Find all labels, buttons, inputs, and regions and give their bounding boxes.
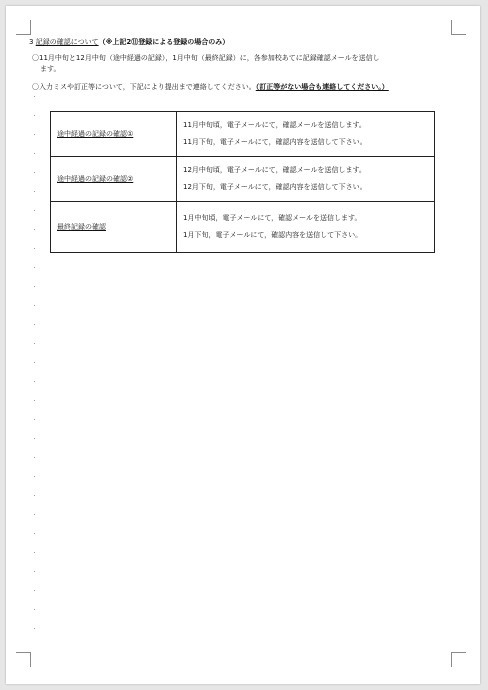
detail-line: 12月下旬，電子メールにて，確認内容を送信して下さい。 [183, 183, 367, 191]
table-row [51, 202, 435, 253]
row-label: 最終記録の確認 [57, 223, 106, 231]
crop-mark-bottom-left [16, 652, 31, 667]
detail-line: 11月中旬頃，電子メールにて，確認メールを送信します。 [183, 121, 366, 129]
section-number: 3 [29, 38, 34, 46]
row-detail-cell [177, 202, 435, 253]
paragraph-mark [34, 229, 35, 230]
paragraph-mark [34, 457, 35, 458]
paragraph-mark [34, 438, 35, 439]
crop-mark-top-right [451, 20, 466, 35]
paragraph-mark [34, 419, 35, 420]
paragraph-mark [34, 324, 35, 325]
section-title: 記録の確認について [35, 38, 99, 46]
paragraph-mark [34, 609, 35, 610]
table-row [51, 157, 435, 202]
row-detail-cell [177, 157, 435, 202]
paragraph-mark [34, 210, 35, 211]
crop-mark-bottom-right [451, 652, 466, 667]
paragraph-mark [34, 248, 35, 249]
row-label: 途中経過の記録の確認① [57, 130, 134, 138]
section-note: （※上記2⑪登録による登録の場合のみ） [98, 38, 230, 46]
paragraph-schedule-line1: 〇11月中旬と12月中旬（途中経過の記録），1月中旬（最終記録）に，各参加校あてに記録確認メールを送信し [32, 54, 380, 62]
paragraph-mark [34, 153, 35, 154]
paragraph-mark [34, 286, 35, 287]
paragraph-mark [34, 362, 35, 363]
crop-mark-top-left [16, 20, 31, 35]
paragraph-mark [34, 96, 35, 97]
paragraph-mark [34, 628, 35, 629]
section-heading [29, 37, 229, 47]
paragraph-mark [34, 172, 35, 173]
detail-line: 11月下旬，電子メールにて，確認内容を送信して下さい。 [183, 138, 367, 146]
detail-line: 1月下旬，電子メールにて，確認内容を送信して下さい。 [183, 231, 363, 239]
paragraph-mark [34, 533, 35, 534]
correction-text: 〇入力ミスや訂正等について，下記により提出まで連絡してください。 [32, 83, 256, 91]
detail-line: 1月中旬頃，電子メールにて，確認メールを送信します。 [183, 214, 362, 222]
paragraph-mark [34, 514, 35, 515]
paragraph-mark [34, 400, 35, 401]
paragraph-mark [34, 571, 35, 572]
document-page [6, 6, 480, 684]
paragraph-mark [34, 476, 35, 477]
paragraph-mark [34, 381, 35, 382]
empty-paragraph-marks [34, 96, 37, 636]
paragraph-mark [34, 191, 35, 192]
row-label-cell [51, 202, 177, 253]
paragraph-mark [34, 343, 35, 344]
paragraph-mark [34, 115, 35, 116]
paragraph-mark [34, 590, 35, 591]
paragraph-schedule-line2: ます。 [40, 65, 61, 73]
table-row [51, 112, 435, 157]
correction-emphasis: （訂正等がない場合も連絡してください。） [255, 83, 389, 91]
paragraph-mark [34, 305, 35, 306]
paragraph-mark [34, 495, 35, 496]
schedule-table [50, 111, 435, 253]
detail-line: 12月中旬頃，電子メールにて，確認メールを送信します。 [183, 166, 366, 174]
paragraph-mark [34, 552, 35, 553]
paragraph-mark [34, 267, 35, 268]
row-label-cell [51, 157, 177, 202]
row-label-cell [51, 112, 177, 157]
paragraph-correction [32, 82, 389, 92]
row-label: 途中経過の記録の確認② [57, 175, 134, 183]
row-detail-cell [177, 112, 435, 157]
paragraph-mark [34, 134, 35, 135]
